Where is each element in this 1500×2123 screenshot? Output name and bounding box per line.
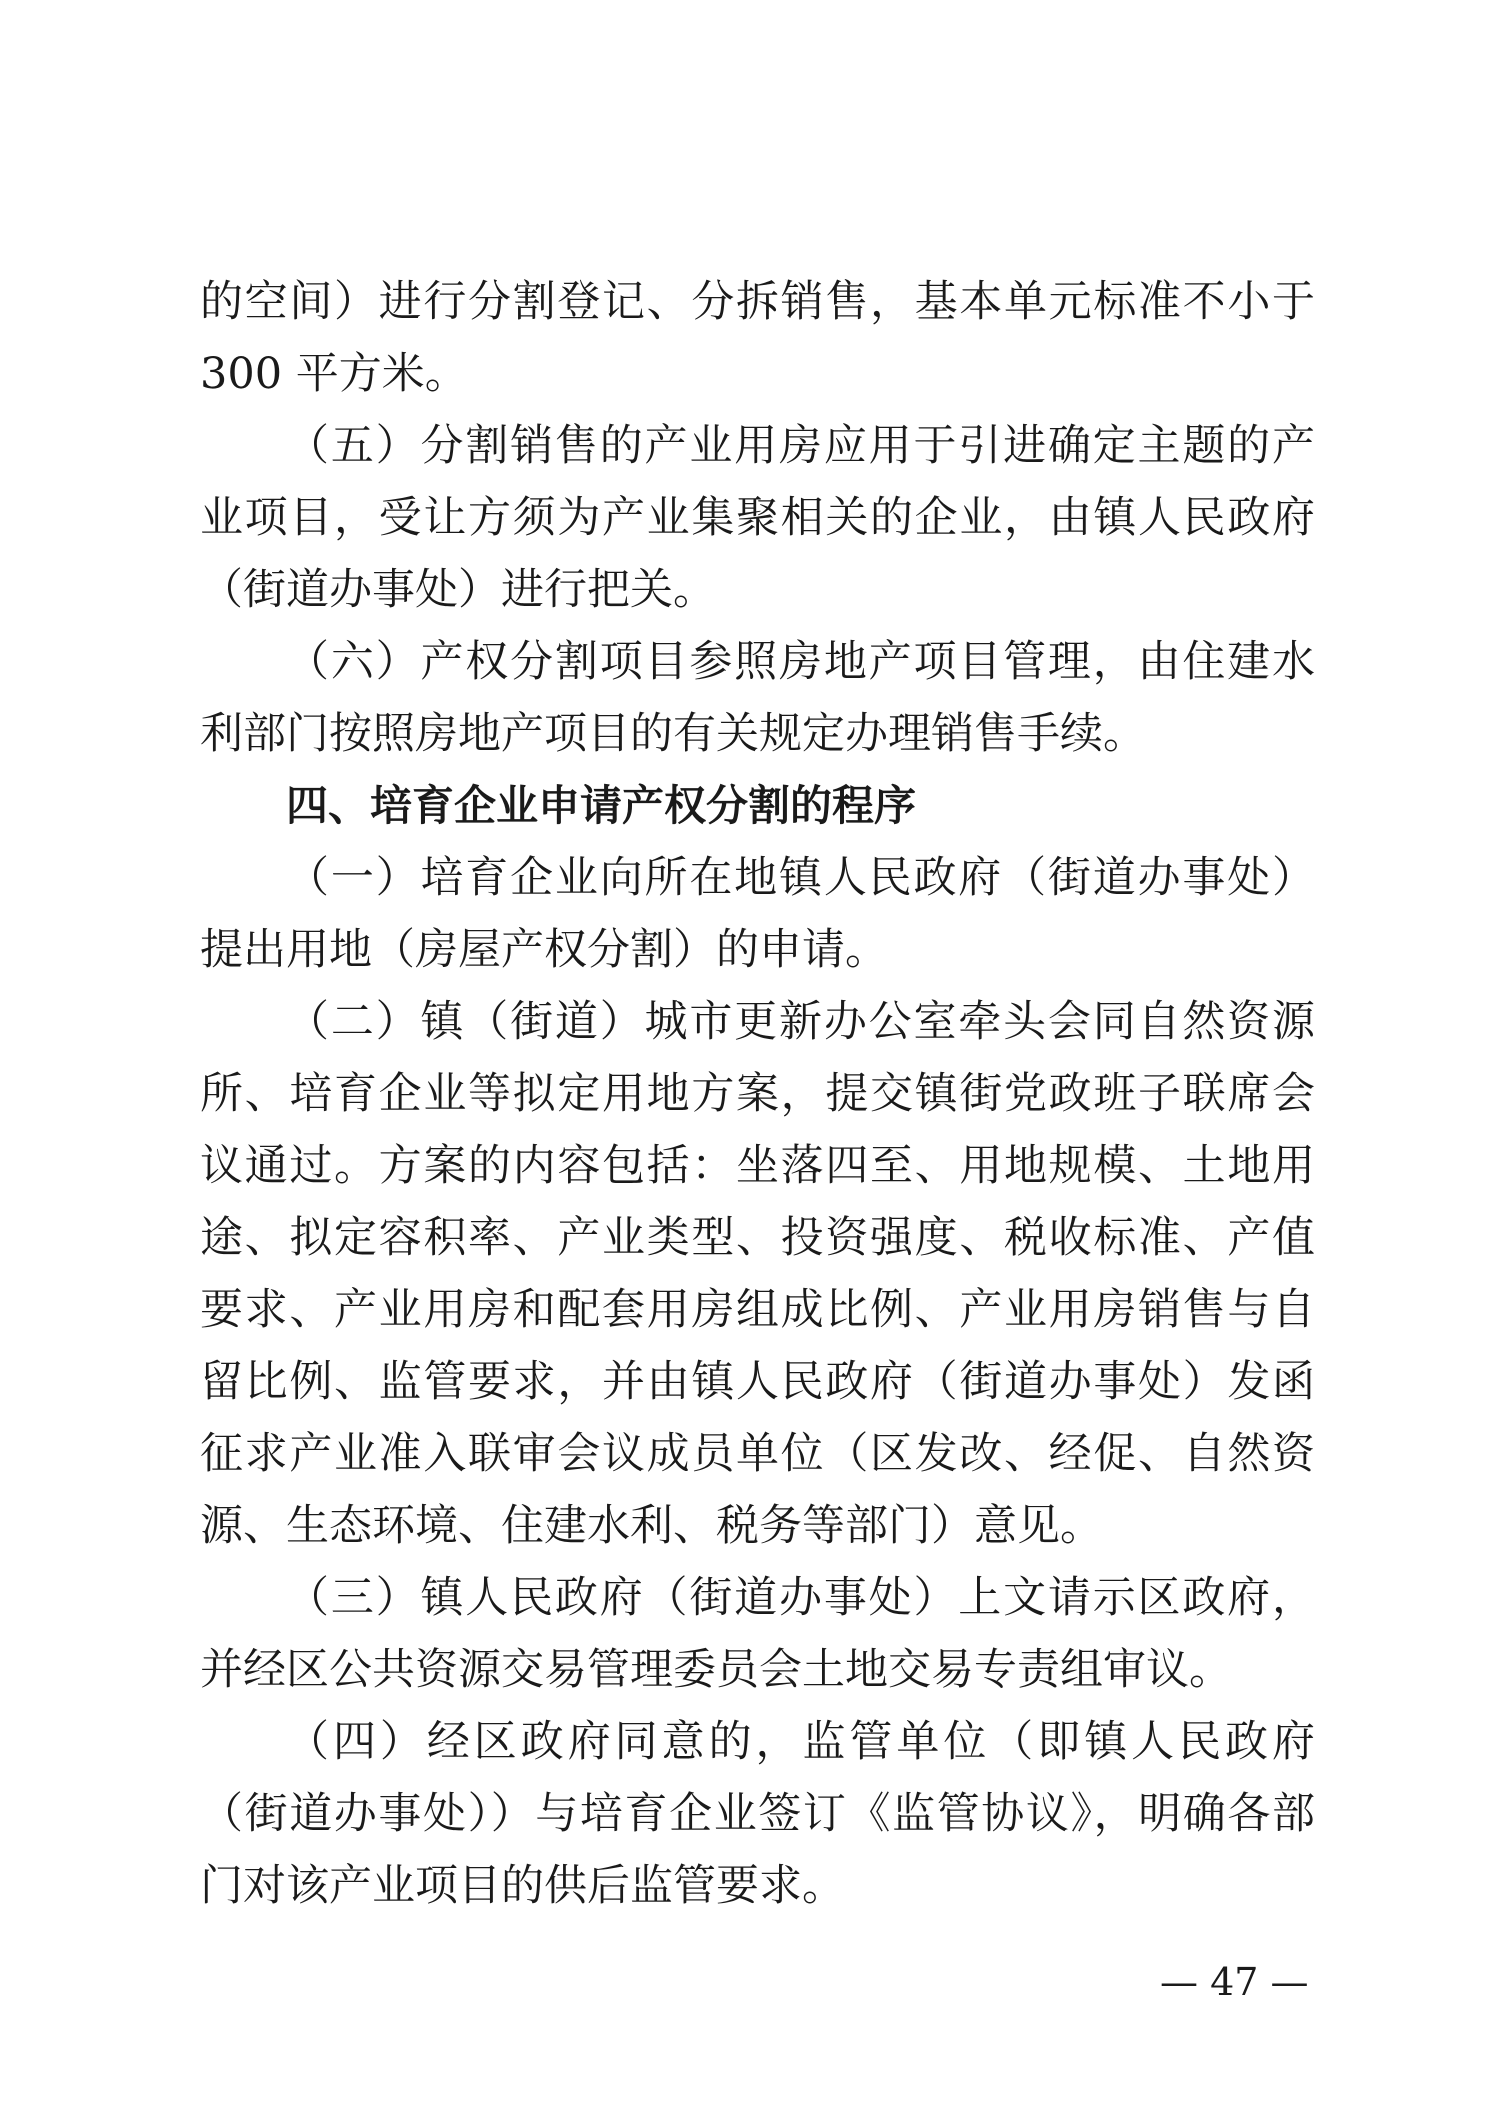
procedure-step-1: （一）培育企业向所在地镇人民政府（街道办事处）提出用地（房屋产权分割）的申请。 bbox=[200, 853, 1315, 975]
section-heading: 四、培育企业申请产权分割的程序 bbox=[286, 781, 917, 830]
page-number: — 47 — bbox=[1160, 1960, 1309, 2004]
procedure-step-3: （三）镇人民政府（街道办事处）上文请示区政府，并经区公共资源交易管理委员会土地交易专责组审议。 bbox=[200, 1573, 1315, 1695]
paragraph-item-6: （六）产权分割项目参照房地产项目管理，由住建水利部门按照房地产项目的有关规定办理销售手续。 bbox=[200, 637, 1315, 759]
document-body bbox=[200, 266, 1315, 1922]
procedure-step-2: （二）镇（街道）城市更新办公室牵头会同自然资源所、培育企业等拟定用地方案，提交镇街党政班子联席会议通过。方案的内容包括：坐落四至、用地规模、土地用途、拟定容积率、产业类型、投资强度、税收标准、产值要求、产业用房和配套用房组成比例、产业用房销售与自留比例、监管要求，并由镇人民政府（街道办事处）发函征求产业准入联审会议成员单位（区发改、经促、自然资源、生态环境、住建水利、税务等部门）意见。 bbox=[200, 997, 1315, 1551]
paragraph-item-5: （五）分割销售的产业用房应用于引进确定主题的产业项目，受让方须为产业集聚相关的企业，由镇人民政府（街道办事处）进行把关。 bbox=[200, 421, 1315, 615]
procedure-step-4: （四）经区政府同意的，监管单位（即镇人民政府（街道办事处））与培育企业签订《监管协议》，明确各部门对该产业项目的供后监管要求。 bbox=[200, 1717, 1315, 1911]
paragraph-continued: 的空间）进行分割登记、分拆销售，基本单元标准不小于 300 平方米。 bbox=[200, 277, 1315, 399]
